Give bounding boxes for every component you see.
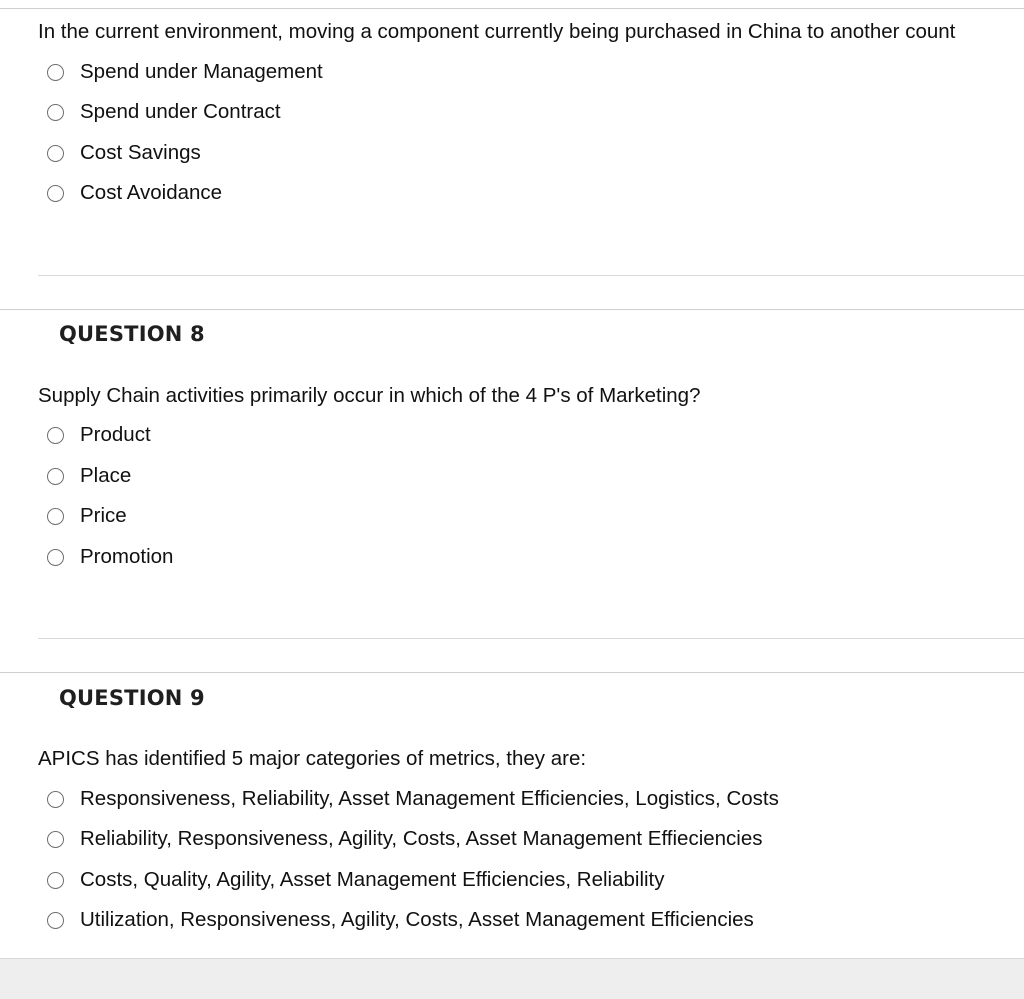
q9-option-4[interactable] [47,905,754,935]
option-label: Spend under Contract [80,100,281,123]
option-label: Price [80,504,127,527]
option-label: Promotion [80,545,174,568]
option-label: Utilization, Responsiveness, Agility, Costs, Asset Management Efficiencies [80,908,754,931]
q7-option-spend-under-management[interactable] [47,57,323,87]
question-9-text: APICS has identified 5 major categories of metrics, they are: [38,747,587,770]
q8-option-price[interactable] [47,501,127,531]
question-7-text: In the current environment, moving a component currently being purchased in China to another count [38,20,956,43]
radio-button[interactable] [47,549,64,566]
option-label: Reliability, Responsiveness, Agility, Costs, Asset Management Effieciencies [80,827,763,850]
radio-button[interactable] [47,468,64,485]
option-label: Spend under Management [80,60,323,83]
option-label: Cost Avoidance [80,181,223,204]
radio-button[interactable] [47,831,64,848]
option-label: Costs, Quality, Agility, Asset Management Efficiencies, Reliability [80,868,665,891]
radio-button[interactable] [47,145,64,162]
q9-option-2[interactable] [47,824,763,854]
radio-button[interactable] [47,64,64,81]
question-7-divider [38,275,1024,276]
question-8-heading: QUESTION 8 [59,322,205,346]
q9-option-3[interactable] [47,865,665,895]
radio-button[interactable] [47,427,64,444]
q7-option-spend-under-contract[interactable] [47,97,281,127]
question-separator [0,672,1024,673]
radio-button[interactable] [47,508,64,525]
option-label: Responsiveness, Reliability, Asset Management Efficiencies, Logistics, Costs [80,787,779,810]
option-label: Place [80,464,132,487]
radio-button[interactable] [47,791,64,808]
q9-option-1[interactable] [47,784,779,814]
bottom-bar [0,958,1024,999]
q8-option-promotion[interactable] [47,542,173,572]
radio-button[interactable] [47,912,64,929]
radio-button[interactable] [47,872,64,889]
option-label: Cost Savings [80,141,201,164]
q7-option-cost-avoidance[interactable] [47,178,222,208]
question-9-heading: QUESTION 9 [59,686,205,710]
question-8-divider [38,638,1024,639]
radio-button[interactable] [47,104,64,121]
top-divider [0,8,1024,9]
q8-option-product[interactable] [47,420,151,450]
question-separator [0,309,1024,310]
q8-option-place[interactable] [47,461,131,491]
question-8-text: Supply Chain activities primarily occur in which of the 4 P's of Marketing? [38,384,701,407]
radio-button[interactable] [47,185,64,202]
option-label: Product [80,423,151,446]
q7-option-cost-savings[interactable] [47,138,201,168]
